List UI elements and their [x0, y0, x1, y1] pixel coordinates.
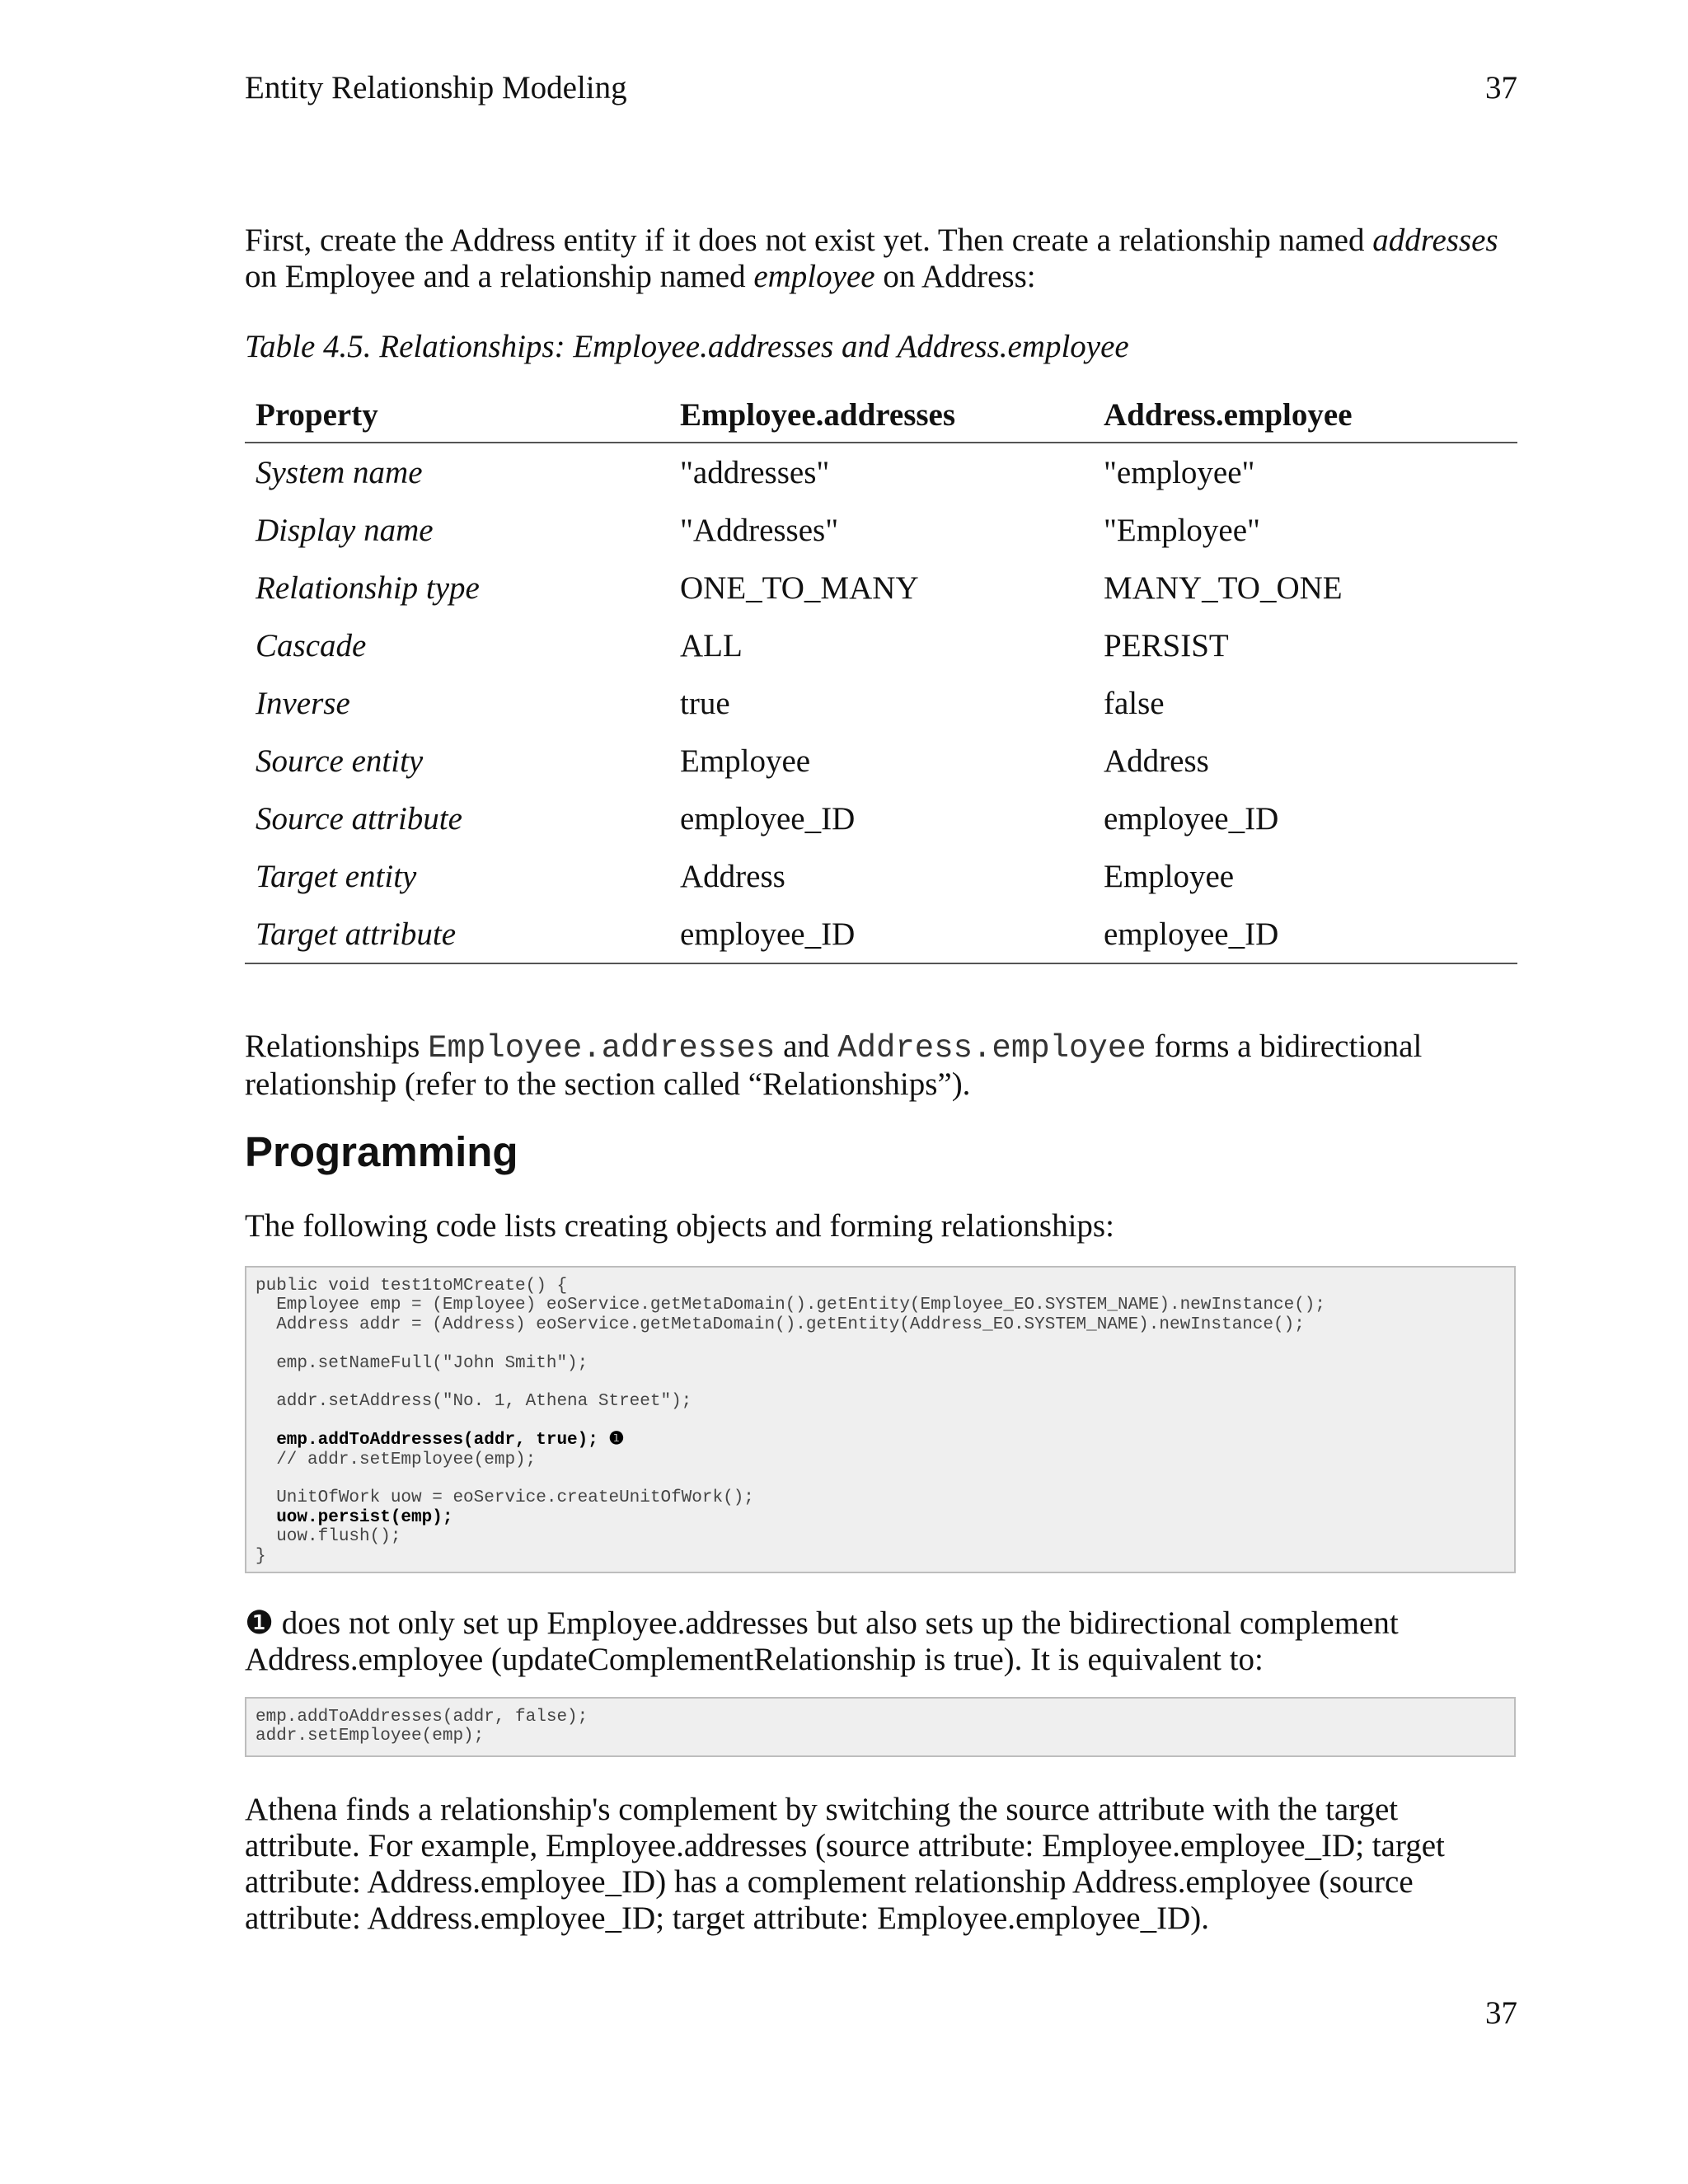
inline-code-address-employee: Address.employee	[837, 1030, 1146, 1066]
value-cell: employee_ID	[1093, 905, 1517, 963]
code-line: emp.addToAddresses(addr, false);	[256, 1708, 588, 1727]
intro-text-1: First, create the Address entity if it does not exist yet. Then create a relationship named	[245, 223, 1373, 258]
property-cell: Cascade	[256, 627, 367, 663]
code-line: }	[256, 1546, 266, 1566]
intro-text-2: on Employee and a relationship named	[245, 259, 754, 294]
table-row	[245, 674, 1517, 732]
value-cell: Employee	[680, 743, 811, 779]
intro-emphasis-employee: employee	[753, 259, 875, 294]
table-row	[245, 559, 1517, 616]
value-cell: Address	[680, 858, 785, 894]
value-cell: "Addresses"	[680, 512, 839, 548]
bidirectional-text-1: Relationships	[245, 1029, 429, 1064]
value-cell: true	[680, 685, 730, 721]
table-row	[245, 616, 1517, 674]
value-cell: employee_ID	[680, 800, 856, 837]
intro-text-3: on Address:	[874, 259, 1036, 294]
property-cell: Source entity	[256, 743, 424, 779]
intro-emphasis-addresses: addresses	[1372, 223, 1498, 258]
property-cell: Display name	[256, 512, 434, 548]
table-header-row	[245, 387, 1517, 443]
code-line: Address addr = (Address) eoService.getMetaDomain().getEntity(Address_EO.SYSTEM_NAME).newInstance();	[256, 1315, 1305, 1334]
code-line: public void test1toMCreate() {	[256, 1277, 568, 1296]
value-cell: "addresses"	[680, 454, 830, 490]
value-cell: PERSIST	[1104, 627, 1229, 663]
section-heading: Programming	[245, 1128, 518, 1175]
property-cell: Relationship type	[256, 569, 480, 606]
value-cell: "employee"	[1104, 454, 1255, 490]
table-row	[245, 847, 1517, 905]
property-cell: Source attribute	[256, 800, 462, 837]
code-line: Employee emp = (Employee) eoService.getMetaDomain().getEntity(Employee_EO.SYSTEM_NAME).newInstance();	[256, 1296, 1326, 1315]
value-cell: ALL	[680, 627, 743, 663]
bidirectional-text-2: and	[775, 1029, 838, 1064]
value-cell: false	[1104, 685, 1165, 721]
property-cell: Inverse	[256, 685, 350, 721]
code-blank-line	[256, 1412, 1505, 1431]
code-listing	[245, 1266, 1516, 1573]
table-row	[245, 501, 1517, 559]
footer-page-number: 37	[1485, 1995, 1517, 2031]
value-cell: Employee	[1104, 858, 1235, 894]
property-cell: Target entity	[256, 858, 417, 894]
code-line: emp.setNameFull("John Smith");	[256, 1353, 588, 1373]
table-row	[245, 905, 1517, 963]
inline-code-employee-addresses: Employee.addresses	[428, 1030, 776, 1066]
value-cell: ONE_TO_MANY	[680, 569, 919, 606]
table-row	[245, 443, 1517, 501]
code-blank-line	[256, 1334, 1505, 1353]
column-header: Property	[245, 387, 669, 443]
running-header-title: Entity Relationship Modeling	[245, 70, 627, 105]
header-page-number: 37	[1485, 70, 1517, 105]
bidirectional-paragraph	[245, 1029, 1517, 1103]
complement-paragraph: Athena finds a relationship's complement by switching the source attribute with the target attribute. For example, Employee.addresses (source attribute: Employee.employee_ID; target attribute: Address.employee_ID) has a complement relationship Address.employee (source attribute: Address.employee_ID; target attribute: Employee.employee_ID).	[245, 1792, 1445, 1936]
code-blank-line	[256, 1469, 1505, 1488]
code-line: UnitOfWork uow = eoService.createUnitOfWork();	[256, 1488, 754, 1508]
equivalent-code-listing	[245, 1697, 1516, 1757]
section-lead-paragraph: The following code lists creating objects and forming relationships:	[245, 1208, 1114, 1244]
value-cell: employee_ID	[1104, 800, 1279, 837]
value-cell: Address	[1104, 743, 1209, 779]
bidirectional-text-3: forms a bidirectional relationship (refer to the section called “Relationships”).	[245, 1029, 1423, 1102]
callout-text: does not only set up Employee.addresses but also sets up the bidirectional complement Address.employee (updateComplementRelationship is true). It is equivalent to:	[245, 1605, 1399, 1677]
relationships-table	[245, 387, 1517, 964]
code-line: // addr.setEmployee(emp);	[256, 1450, 537, 1469]
code-line: addr.setEmployee(emp);	[256, 1727, 485, 1746]
code-line: uow.flush();	[256, 1527, 401, 1547]
value-cell: employee_ID	[669, 905, 1093, 963]
table-row	[245, 732, 1517, 790]
value-cell: MANY_TO_ONE	[1104, 569, 1343, 606]
code-line: addr.setAddress("No. 1, Athena Street");	[256, 1392, 692, 1412]
code-line-highlighted: uow.persist(emp);	[256, 1507, 453, 1527]
table-row	[245, 790, 1517, 847]
table-caption: Table 4.5. Relationships: Employee.addresses and Address.employee	[245, 329, 1129, 364]
code-blank-line	[256, 1373, 1505, 1392]
property-cell: Target attribute	[245, 905, 669, 963]
column-header: Employee.addresses	[669, 387, 1093, 443]
column-header: Address.employee	[1093, 387, 1517, 443]
code-line-highlighted: emp.addToAddresses(addr, true); ❶	[256, 1431, 625, 1451]
callout-number-icon: ❶	[245, 1605, 274, 1642]
value-cell: "Employee"	[1104, 512, 1260, 548]
property-cell: System name	[256, 454, 423, 490]
intro-paragraph	[245, 223, 1517, 295]
callout-paragraph	[245, 1605, 1517, 1678]
